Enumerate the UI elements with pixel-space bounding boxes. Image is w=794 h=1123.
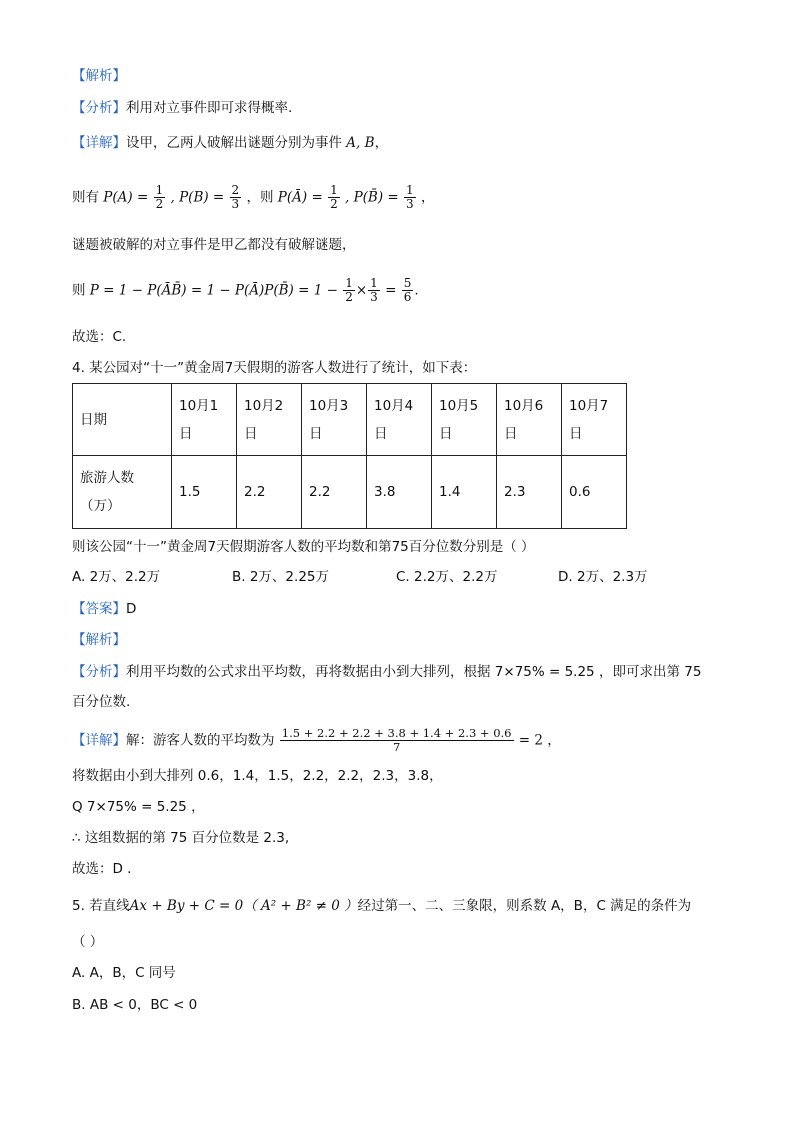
p-eq: = (385, 282, 397, 299)
table-cell-date-2: 10月2 日 (244, 397, 284, 442)
table-cell (302, 456, 367, 529)
option-a[interactable]: A. 2万、2.2万 (72, 569, 161, 585)
table-cell (562, 384, 627, 456)
answer-paragraph (72, 599, 136, 619)
table-row-dates (73, 384, 627, 456)
probability-line (72, 184, 434, 211)
table-header-date (73, 384, 172, 456)
mean-fraction (280, 727, 514, 754)
prob-lead: 则有 (72, 189, 99, 206)
answer-value: D (126, 601, 137, 617)
pb-den: 3 (231, 197, 240, 211)
detail-text-2: 解：游客人数的平均数为 (126, 732, 275, 749)
option-c[interactable]: C. 2.2万、2.2万 (396, 569, 498, 585)
p-tail: . (414, 282, 419, 299)
p-frac-1 (343, 277, 355, 304)
table-cell (432, 384, 497, 456)
pna-den: 2 (330, 197, 338, 211)
p-frac-2-num: 1 (370, 276, 378, 290)
p-times: × (355, 282, 368, 299)
table-cell (432, 456, 497, 529)
pa-fraction (154, 184, 166, 211)
analysis-label: 【分析】 (72, 100, 126, 116)
table-cell-value-5: 1.4 (439, 484, 461, 500)
table-cell-value-7: 0.6 (569, 484, 591, 500)
table-cell (302, 384, 367, 456)
answer-line-1: 故选：C. (72, 329, 127, 345)
table-cell-value-1: 1.5 (179, 484, 201, 500)
sorted-data-line: 将数据由小到大排列 0.6，1.4，1.5，2.2，2.2，2.3，3.8， (72, 768, 443, 784)
pa-den: 2 (155, 197, 164, 211)
table-cell (497, 384, 562, 456)
analysis-text-2: 利用平均数的公式求出平均数，再将数据由小到大排列，根据 7×75% = 5.25 ，即可求出第 75 (126, 664, 702, 680)
pb-fraction (230, 184, 242, 211)
table-cell-date-6: 10月6 日 (504, 397, 544, 442)
q5-suffix: 经过第一、二、三象限，则系数 A，B，C 满足的条件为 (357, 898, 692, 914)
pa-num: 1 (155, 183, 164, 197)
answer-label: 【答案】 (72, 601, 126, 617)
table-cell (367, 456, 432, 529)
answer-line-2: 故选：D . (72, 861, 132, 877)
p-lead: 则 (72, 282, 86, 299)
analysis-text: 利用对立事件即可求得概率. (126, 100, 293, 116)
q5-option-a[interactable]: A. A，B，C 同号 (72, 965, 176, 981)
table-cell-date-5: 10月5 日 (439, 397, 479, 442)
detail-label: 【详解】 (72, 135, 126, 151)
p-frac-1-den: 2 (345, 290, 353, 304)
table-cell (237, 384, 302, 456)
table-cell-date-4: 10月4 日 (374, 397, 414, 442)
p-line (72, 277, 419, 304)
pnb-fraction (404, 184, 416, 211)
detail-text: 设甲，乙两人破解出谜题分别为事件 (126, 135, 342, 151)
table-cell (172, 456, 237, 529)
table-cell-value-6: 2.3 (504, 484, 526, 500)
p-frac-2 (368, 277, 380, 304)
section-label-jiexi-2: 【解析】 (72, 632, 126, 648)
q5-stem (72, 896, 691, 916)
table-header-date-text: 日期 (80, 411, 107, 428)
table-row-values (73, 456, 627, 529)
pa-expr: P(A) = (103, 189, 149, 206)
table-header-visitors (73, 456, 172, 529)
table-header-visitors-text: 旅游人数 （万） (80, 470, 134, 514)
table-cell (367, 384, 432, 456)
table-cell (497, 456, 562, 529)
conclusion-line: ∴ 这组数据的第 75 百分位数是 2.3, (72, 830, 290, 846)
pnb-den: 3 (406, 197, 414, 211)
q5-condition: （ A² + B² ≠ 0 ） (243, 898, 358, 914)
table-cell-date-3: 10月3 日 (309, 397, 349, 442)
p-frac-3-num: 5 (403, 276, 412, 290)
mean-result: = 2 ， (518, 732, 561, 749)
q4-question: 则该公园“十一”黄金周7天假期游客人数的平均数和第75百分位数分别是（ ） (72, 539, 535, 555)
table-cell-value-4: 3.8 (374, 484, 396, 500)
table-cell-value-2: 2.2 (244, 484, 266, 500)
detail-label-2: 【详解】 (72, 732, 126, 749)
table-cell-date-1: 10月1 日 (179, 397, 219, 442)
p-frac-1-num: 1 (345, 276, 353, 290)
pb-num: 2 (231, 183, 240, 197)
mean-numerator: 1.5 + 2.2 + 2.2 + 3.8 + 1.4 + 2.3 + 0.6 (281, 726, 512, 740)
table-cell (237, 456, 302, 529)
analysis-paragraph (72, 98, 292, 118)
analysis-label-2: 【分析】 (72, 664, 126, 680)
prob-mid: ，则 (246, 189, 274, 206)
pna-fraction (328, 184, 340, 211)
q5-equation: Ax + By + C = 0 (129, 898, 244, 914)
visitor-table (72, 383, 627, 529)
option-d[interactable]: D. 2万、2.3万 (558, 569, 648, 585)
pb-expr: , P(B) = (170, 189, 225, 206)
p-frac-3 (402, 277, 414, 304)
pna-num: 1 (330, 183, 338, 197)
detail-paragraph-2 (72, 727, 561, 754)
pnb-num: 1 (406, 183, 414, 197)
mean-denominator: 7 (392, 740, 401, 754)
q5-prefix: 5. 若直线 (72, 898, 130, 914)
analysis-paragraph-2 (72, 662, 701, 682)
p-frac-2-den: 3 (370, 290, 378, 304)
q-line: Q 7×75% = 5.25 ， (72, 799, 205, 815)
table-cell-value-3: 2.2 (309, 484, 331, 500)
pna-expr: P(Ā) = (277, 189, 323, 206)
analysis-text-2-cont: 百分位数. (72, 694, 131, 710)
option-b[interactable]: B. 2万、2.25万 (232, 569, 329, 585)
p-expr: P = 1 − P(ĀB̄) = 1 − P(Ā)P(B̄) = 1 − (89, 282, 338, 299)
complement-text: 谜题被破解的对立事件是甲乙都没有破解谜题， (72, 237, 356, 253)
section-label-jiexi: 【解析】 (72, 68, 126, 84)
prob-tail: ， (420, 189, 435, 206)
q4-stem: 4. 某公园对“十一”黄金周7天假期的游客人数进行了统计，如下表： (72, 360, 477, 376)
detail-paragraph (72, 133, 388, 153)
events-symbol: A, B (346, 135, 375, 151)
detail-tail: ， (374, 135, 389, 151)
table-cell-date-7: 10月7 日 (569, 397, 609, 442)
p-frac-3-den: 6 (403, 290, 412, 304)
pnb-expr: , P(B̄) = (345, 189, 399, 206)
table-cell (172, 384, 237, 456)
q5-option-b[interactable]: B. AB < 0，BC < 0 (72, 997, 198, 1013)
q5-blank: （ ） (72, 934, 104, 950)
table-cell (562, 456, 627, 529)
